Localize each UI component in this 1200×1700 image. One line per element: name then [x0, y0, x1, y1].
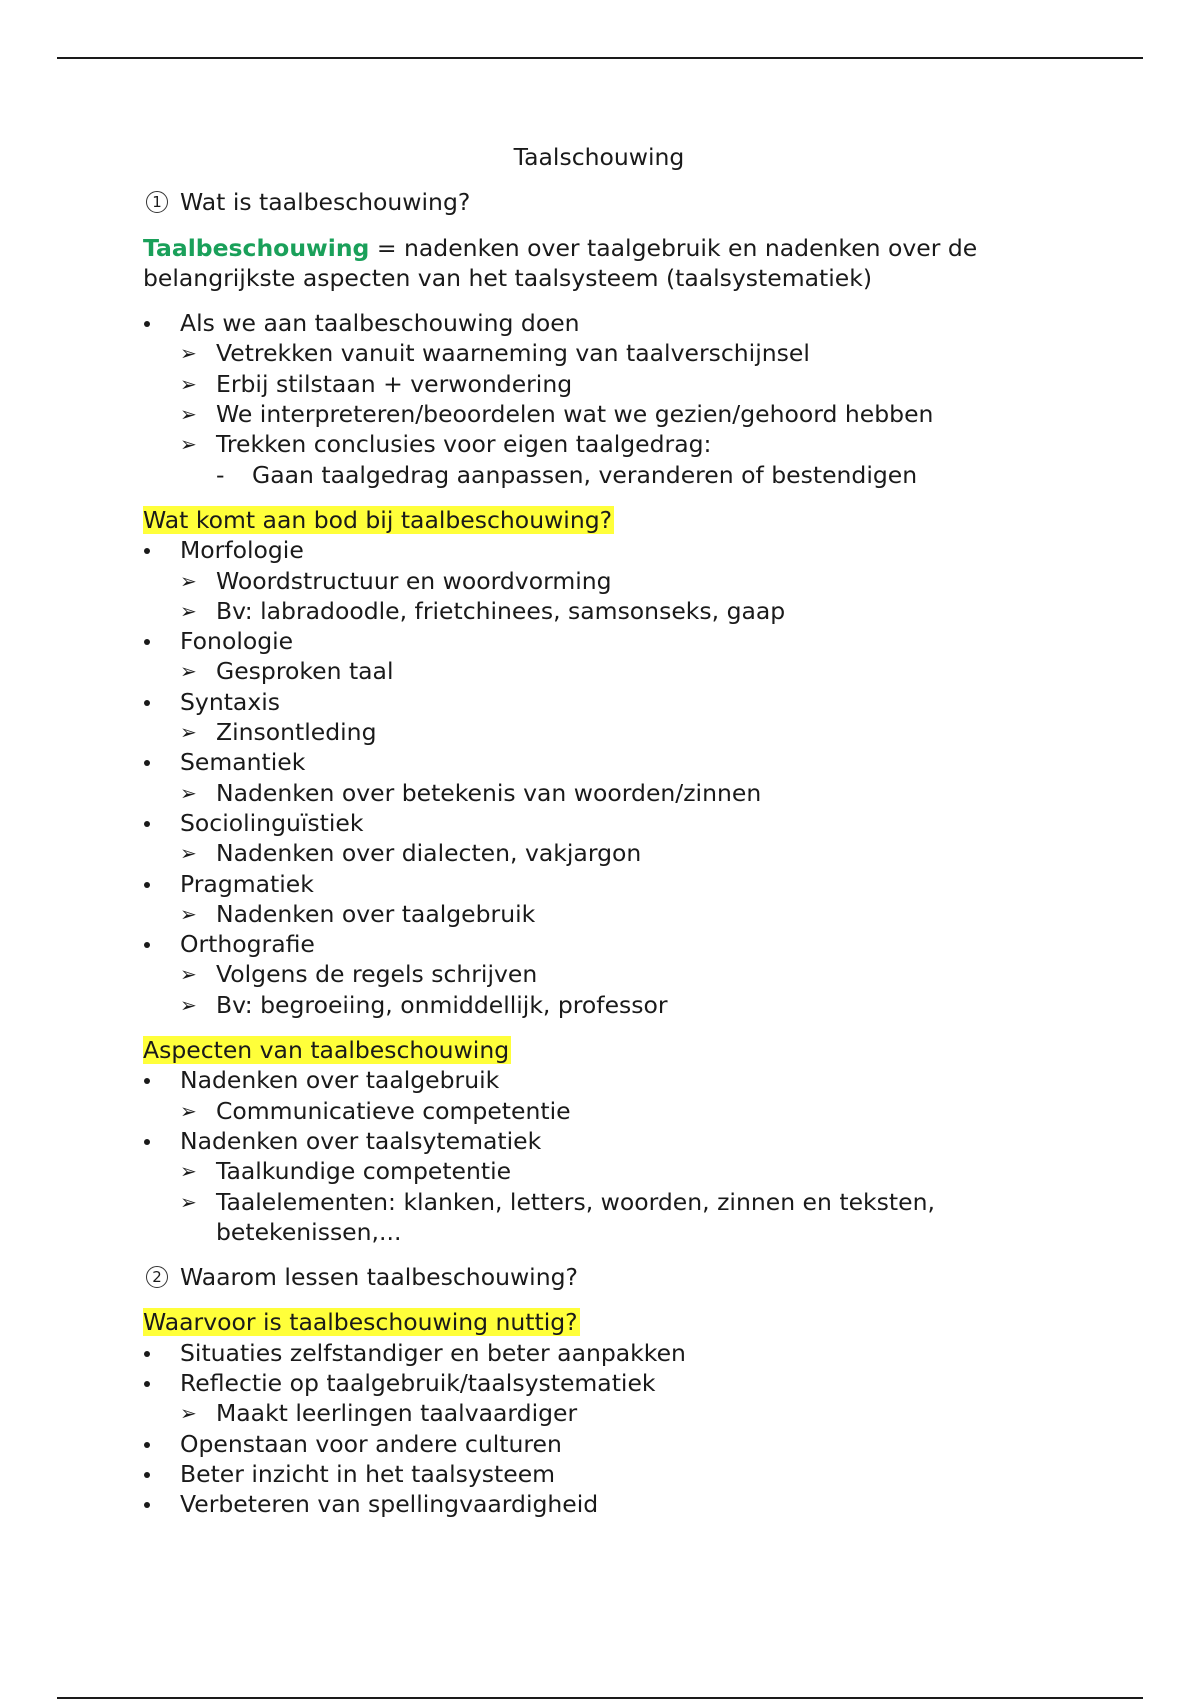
- arrow-icon: ➢: [180, 432, 197, 457]
- list-item: Nadenken over taalgebruik: [143, 1065, 1043, 1095]
- list-subitem: ➢ Bv: labradoodle, frietchinees, samsonseks, gaap: [180, 596, 786, 625]
- bullet-icon: [143, 929, 180, 959]
- list-subitem: ➢ Volgens de regels schrijven: [180, 960, 538, 989]
- arrow-icon: ➢: [180, 371, 197, 396]
- arrow-icon: ➢: [180, 962, 197, 987]
- arrow-icon: ➢: [180, 780, 197, 805]
- list-subitem: ➢ Taalkundige competentie: [180, 1157, 512, 1186]
- definition-text: = nadenken over taalgebruik en nadenken over de belangrijkste aspecten van het taalsysteem (taalsystematiek): [143, 233, 978, 292]
- list-item: Fonologie: [143, 626, 1043, 656]
- section-1-list: [143, 308, 1043, 490]
- page-title: Taalschouwing: [513, 143, 685, 171]
- list-item: Verbeteren van spellingvaardigheid: [143, 1489, 1043, 1519]
- bullet-icon: [143, 869, 180, 899]
- list-subitem: ➢ Taalelementen: klanken, letters, woorden, zinnen en teksten, betekenissen,...: [180, 1187, 935, 1246]
- list-subitem: ➢ Nadenken over taalgebruik: [180, 899, 536, 928]
- question-2-text: Waarom lessen taalbeschouwing?: [180, 1263, 578, 1292]
- section-2-list: [143, 535, 1043, 1020]
- list-subitem: ➢ Vetrekken vanuit waarneming van taalverschijnsel: [180, 339, 810, 368]
- bullet-icon: [143, 308, 180, 338]
- arrow-icon: ➢: [180, 720, 197, 745]
- bullet-icon: [143, 1489, 180, 1519]
- dash-icon: -: [216, 460, 225, 489]
- arrow-icon: ➢: [180, 598, 197, 623]
- arrow-icon: ➢: [180, 341, 197, 366]
- question-1: [143, 187, 1043, 217]
- arrow-icon: ➢: [180, 568, 197, 593]
- bullet-icon: [143, 1459, 180, 1489]
- list-item: Sociolinguïstiek: [143, 808, 1043, 838]
- question-1-text: Wat is taalbeschouwing?: [180, 188, 471, 217]
- section-3-heading: [143, 1035, 1043, 1065]
- bullet-icon: [143, 747, 180, 777]
- bullet-icon: [143, 1368, 180, 1398]
- arrow-icon: ➢: [180, 1189, 197, 1214]
- list-subitem: ➢ Trekken conclusies voor eigen taalgedrag:: [180, 430, 712, 459]
- bullet-icon: [143, 1429, 180, 1459]
- bullet-icon: [143, 808, 180, 838]
- list-subitem: ➢ Gesproken taal: [180, 657, 394, 686]
- section-4-list: [143, 1338, 1043, 1520]
- arrow-icon: ➢: [180, 402, 197, 427]
- list-item: Syntaxis: [143, 687, 1043, 717]
- arrow-icon: ➢: [180, 659, 197, 684]
- arrow-icon: ➢: [180, 1159, 197, 1184]
- highlighted-heading: Wat komt aan bod bij taalbeschouwing?: [143, 505, 613, 534]
- list-item: Pragmatiek: [143, 869, 1043, 899]
- arrow-icon: ➢: [180, 901, 197, 926]
- bottom-rule: [57, 1697, 1143, 1699]
- highlighted-heading: Waarvoor is taalbeschouwing nuttig?: [143, 1308, 578, 1337]
- question-2: [143, 1262, 1043, 1292]
- section-2-heading: [143, 505, 1043, 535]
- section-3-list: [143, 1065, 1043, 1247]
- arrow-icon: ➢: [180, 1098, 197, 1123]
- list-subsubitem: - Gaan taalgedrag aanpassen, veranderen of bestendigen: [216, 460, 918, 489]
- list-subitem: ➢ Woordstructuur en woordvorming: [180, 566, 612, 595]
- bullet-icon: [143, 687, 180, 717]
- list-item: Orthografie: [143, 929, 1043, 959]
- list-subitem: ➢ Communicatieve competentie: [180, 1096, 571, 1125]
- list-subitem: ➢ Maakt leerlingen taalvaardiger: [180, 1399, 578, 1428]
- bullet-icon: [143, 626, 180, 656]
- section-4-heading: [143, 1307, 1043, 1337]
- list-item: Nadenken over taalsytematiek: [143, 1126, 1043, 1156]
- document-body: [143, 142, 1043, 1534]
- list-item: Beter inzicht in het taalsysteem: [143, 1459, 1043, 1489]
- definition: [143, 233, 1043, 294]
- top-rule: [57, 57, 1143, 59]
- list-item: Openstaan voor andere culturen: [143, 1429, 1043, 1459]
- list-item: Situaties zelfstandiger en beter aanpakken: [143, 1338, 1043, 1368]
- list-item: Als we aan taalbeschouwing doen: [143, 308, 1043, 338]
- bullet-icon: [143, 1126, 180, 1156]
- list-subitem: ➢ Nadenken over dialecten, vakjargon: [180, 839, 642, 868]
- arrow-icon: ➢: [180, 992, 197, 1017]
- bullet-icon: [143, 535, 180, 565]
- bullet-icon: [143, 1338, 180, 1368]
- list-item: Morfologie: [143, 535, 1043, 565]
- list-subitem: ➢ Nadenken over betekenis van woorden/zinnen: [180, 778, 762, 807]
- definition-term: Taalbeschouwing: [143, 233, 370, 262]
- bullet-icon: [143, 1065, 180, 1095]
- list-subitem: ➢ Bv: begroeiing, onmiddellijk, professor: [180, 990, 668, 1019]
- arrow-icon: ➢: [180, 841, 197, 866]
- circled-number-2: 2: [146, 1266, 168, 1288]
- arrow-icon: ➢: [180, 1401, 197, 1426]
- list-item: Reflectie op taalgebruik/taalsystematiek: [143, 1368, 1043, 1398]
- circled-number-1: 1: [146, 191, 168, 213]
- list-item: Semantiek: [143, 747, 1043, 777]
- list-subitem: ➢ Zinsontleding: [180, 718, 377, 747]
- list-subitem: ➢ We interpreteren/beoordelen wat we gezien/gehoord hebben: [180, 400, 934, 429]
- highlighted-heading: Aspecten van taalbeschouwing: [143, 1036, 510, 1065]
- list-subitem: ➢ Erbij stilstaan + verwondering: [180, 369, 573, 398]
